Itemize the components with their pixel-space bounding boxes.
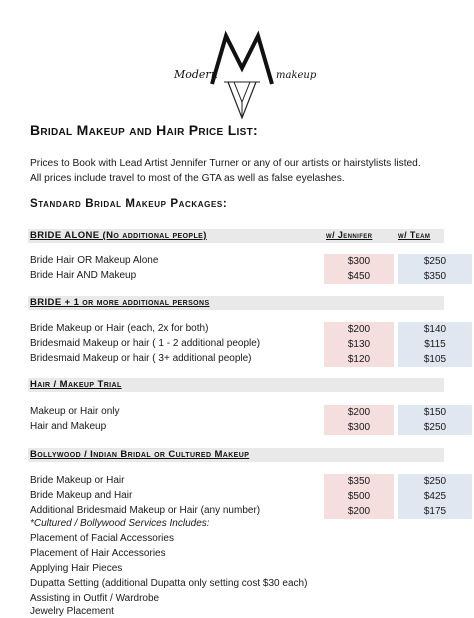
row-label: Bride Makeup or Hair (each, 2x for both) [30, 323, 209, 334]
packages-heading: Standard Bridal Makeup Packages: [30, 198, 228, 210]
price-jennifer: $200 [324, 504, 394, 519]
brand-right-text: makeup [276, 70, 317, 81]
price-team: $175 [398, 504, 472, 519]
price-row [30, 269, 447, 284]
row-label: Bride Hair AND Makeup [30, 270, 137, 281]
section-band-bride-plus [28, 296, 444, 310]
section-band-bollywood [28, 448, 444, 462]
intro-text [30, 156, 421, 186]
list-item: Jewelry Placement [30, 606, 114, 617]
price-row [30, 420, 447, 435]
section-band-bride-alone [28, 229, 444, 243]
price-team: $250 [398, 254, 472, 269]
price-row [30, 489, 447, 504]
row-label: Hair and Makeup [30, 421, 107, 432]
price-row [30, 352, 447, 367]
price-jennifer: $450 [324, 269, 394, 284]
price-team: $105 [398, 352, 472, 367]
price-jennifer: $120 [324, 352, 394, 367]
row-label: Makeup or Hair only [30, 406, 120, 417]
price-jennifer: $300 [324, 420, 394, 435]
price-jennifer: $200 [324, 322, 394, 337]
row-label: Additional Bridesmaid Makeup or Hair (any number) [30, 505, 261, 516]
section-heading: BRIDE ALONE (No additional people) [30, 230, 207, 241]
column-header-team: w/ Team [398, 230, 431, 240]
price-jennifer: $300 [324, 254, 394, 269]
intro-line-1: Prices to Book with Lead Artist Jennifer Turner or any of our artists or hairstylists listed. [30, 158, 421, 169]
logo-mark-icon [172, 26, 317, 122]
price-team: $250 [398, 474, 472, 489]
price-team: $250 [398, 420, 472, 435]
row-label: Bride Hair OR Makeup Alone [30, 255, 159, 266]
list-item: Assisting in Outfit / Wardrobe [30, 593, 160, 604]
price-row [30, 322, 447, 337]
price-jennifer: $350 [324, 474, 394, 489]
column-header-jennifer: w/ Jennifer [326, 230, 373, 240]
brand-logo [172, 26, 317, 122]
row-label: Bride Makeup or Hair [30, 475, 125, 486]
price-row [30, 337, 444, 352]
price-team: $115 [398, 337, 472, 352]
row-label: Bridesmaid Makeup or hair ( 1 - 2 additional people) [30, 338, 261, 349]
price-team: $425 [398, 489, 472, 504]
price-jennifer: $130 [324, 337, 394, 352]
intro-line-2: All prices include travel to most of the GTA as well as false eyelashes. [30, 173, 345, 184]
price-team: $140 [398, 322, 472, 337]
price-row [30, 474, 447, 489]
price-jennifer: $200 [324, 405, 394, 420]
brand-left-text: Modern [174, 68, 218, 81]
price-row [30, 254, 447, 269]
row-label: Bridesmaid Makeup or hair ( 3+ additional people) [30, 353, 252, 364]
price-row [30, 405, 447, 420]
row-label: Bride Makeup and Hair [30, 490, 133, 501]
price-row [30, 504, 447, 519]
list-item: Placement of Hair Accessories [30, 548, 166, 559]
cultured-services-heading: *Cultured / Bollywood Services Includes: [30, 518, 210, 529]
section-heading: BRIDE + 1 or more additional persons [30, 297, 210, 308]
list-item: Applying Hair Pieces [30, 563, 123, 574]
price-team: $350 [398, 269, 472, 284]
list-item: Placement of Facial Accessories [30, 533, 174, 544]
page-title: Bridal Makeup and Hair Price List: [30, 122, 258, 138]
section-heading: Hair / Makeup Trial [30, 379, 122, 390]
price-jennifer: $500 [324, 489, 394, 504]
price-team: $150 [398, 405, 472, 420]
list-item: Dupatta Setting (additional Dupatta only setting cost $30 each) [30, 578, 308, 589]
section-band-trial [28, 378, 444, 392]
section-heading: Bollywood / Indian Bridal or Cultured Makeup [30, 449, 250, 460]
